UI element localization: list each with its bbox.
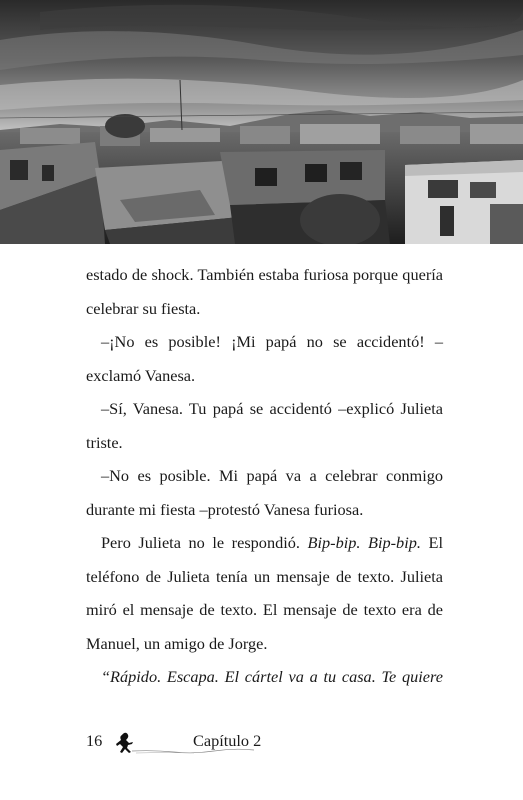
chapter-title: Capítulo 2 (193, 731, 262, 750)
paragraph: –¡No es posible! ¡Mi papá no se accidentó! –exclamó Vanesa. (86, 332, 443, 385)
sound-effect-text: Bip-bip. Bip-bip. (307, 533, 421, 552)
paragraph: estado de shock. También estaba furiosa porque quería celebrar su fiesta. (86, 265, 443, 318)
paragraph-text: Pero Julieta no le respondió. (101, 533, 308, 552)
message-text: “Rápido. Escapa. El cártel va a tu casa. Te quiere (101, 667, 443, 686)
page-footer (86, 727, 446, 757)
paragraph: –No es posible. Mi papá va a celebrar conmigo durante mi fiesta –protestó Vanesa furiosa. (86, 466, 443, 519)
paragraph (86, 526, 443, 660)
paragraph: –Sí, Vanesa. Tu papá se accidentó –explicó Julieta triste. (86, 399, 443, 452)
body-text (86, 258, 443, 694)
rooftops-photo (0, 0, 523, 244)
page-number: 16 (86, 731, 103, 750)
header-photo (0, 0, 523, 244)
paragraph-text: El teléfono de Julieta tenía un mensaje de texto. Julieta miró el mensaje de texto. El mensaje de texto era de Manuel, un amigo de Jorge. (86, 533, 443, 653)
paragraph-italic (86, 660, 443, 694)
